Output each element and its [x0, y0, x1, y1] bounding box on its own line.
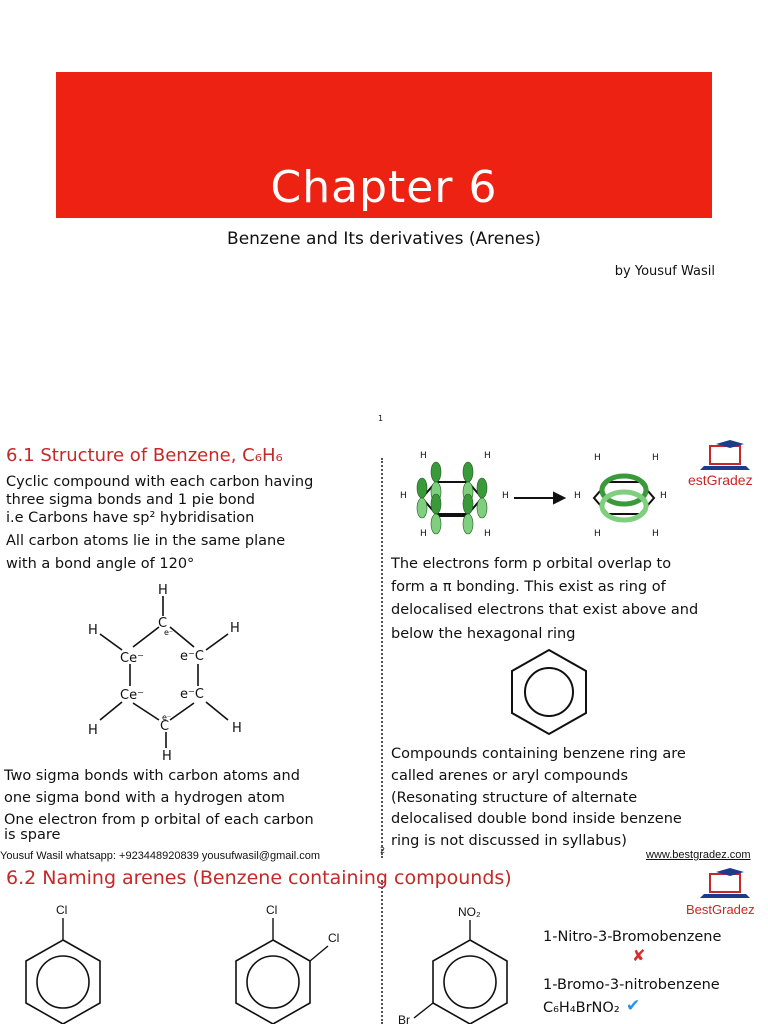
bonding-description: [4, 766, 374, 847]
chlorine-label: Cl: [328, 931, 340, 945]
hydrogen-label: H: [484, 451, 491, 461]
text-line: form a π bonding. This exist as ring of: [391, 579, 666, 596]
hydrogen-label: H: [158, 583, 168, 598]
carbon-label: C: [160, 719, 170, 734]
cross-icon: ✘: [632, 946, 646, 965]
dichlorobenzene-structure: [230, 900, 360, 1024]
carbon-label: C: [158, 616, 168, 631]
chapter-title: Chapter 6: [270, 162, 498, 213]
hydrogen-label: H: [400, 491, 407, 501]
title-slide: [0, 0, 768, 430]
text-line: called arenes or aryl compounds: [391, 767, 629, 784]
bromine-label: Br: [398, 1013, 410, 1024]
hydrogen-label: H: [502, 491, 509, 501]
p-orbital-overlap-diagram: [396, 446, 686, 546]
laptop-logo-icon: [688, 438, 766, 474]
text-line: ring is not discussed in syllabus): [391, 833, 627, 849]
text-line: with a bond angle of 120°: [6, 556, 195, 573]
section-heading-structure: 6.1 Structure of Benzene, C₆H₆: [6, 445, 283, 466]
laptop-logo-icon: [686, 866, 766, 902]
hydrogen-label: H: [230, 621, 240, 636]
text-line: below the hexagonal ring: [391, 625, 576, 642]
structure-description: [6, 472, 376, 575]
hydrogen-label: H: [594, 529, 601, 539]
page-number: 2: [380, 846, 386, 855]
molecular-formula: C₆H₄BrNO₂: [543, 1000, 620, 1016]
bestgradez-logo: [686, 866, 766, 922]
check-icon: ✔: [626, 996, 641, 1016]
carbon-label: Ce⁻: [120, 651, 144, 666]
column-divider: [381, 880, 383, 1024]
hydrogen-label: H: [420, 451, 427, 461]
text-line: three sigma bonds and 1 pie bond: [6, 492, 255, 509]
text-line: one sigma bond with a hydrogen atom: [4, 789, 285, 806]
column-divider: [380, 458, 386, 858]
text-line: Compounds containing benzene ring are: [391, 746, 686, 762]
hydrogen-label: H: [420, 529, 427, 539]
hydrogen-label: H: [574, 491, 581, 501]
hydrogen-label: H: [88, 623, 98, 638]
carbon-label: Ce⁻: [120, 688, 144, 703]
text-line: Cyclic compound with each carbon having: [6, 474, 314, 490]
electron-label: e⁻: [164, 628, 174, 637]
chlorine-label: Cl: [56, 903, 68, 917]
section-heading-naming: 6.2 Naming arenes (Benzene containing compounds): [6, 867, 512, 889]
footer-website-link[interactable]: www.bestgradez.com: [646, 849, 751, 861]
arenes-description: [391, 744, 766, 853]
hydrogen-label: H: [594, 453, 601, 463]
text-line: (Resonating structure of alternate: [391, 789, 638, 806]
chlorobenzene-structure: [20, 900, 140, 1024]
pi-bonding-description: [391, 553, 766, 646]
hydrogen-label: H: [484, 529, 491, 539]
benzene-electron-diagram: [80, 582, 250, 768]
text-line: is spare: [4, 827, 61, 844]
chlorine-label: Cl: [266, 903, 278, 917]
carbon-label: e⁻C: [180, 649, 204, 664]
hydrogen-label: H: [652, 529, 659, 539]
text-line: Two sigma bonds with carbon atoms and: [4, 768, 300, 784]
nitro-label: NO₂: [458, 905, 481, 919]
carbon-label: e⁻C: [180, 687, 204, 702]
bestgradez-logo: [688, 438, 766, 494]
logo-text: estGradez: [688, 472, 753, 488]
electron-label: e⁻: [162, 713, 172, 722]
hydrogen-label: H: [232, 721, 242, 736]
wrong-name: 1-Nitro-3-Bromobenzene: [543, 929, 722, 945]
correct-name: 1-Bromo-3-nitrobenzene: [543, 977, 720, 993]
hydrogen-label: H: [88, 723, 98, 738]
benzene-ring-structure: [504, 646, 594, 736]
text-line: One electron from p orbital of each carbon: [4, 811, 314, 828]
hydrogen-label: H: [162, 749, 172, 764]
text-line: delocalised double bond inside benzene: [391, 811, 682, 828]
footer-contact: Yousuf Wasil whatsapp: +923448920839 yousufwasil@gmail.com: [0, 850, 321, 862]
author-credit: by Yousuf Wasil: [614, 264, 715, 279]
chapter-subtitle: Benzene and Its derivatives (Arenes): [227, 229, 541, 249]
text-line: The electrons form p orbital overlap to: [391, 556, 672, 572]
page-number: 1: [378, 414, 384, 423]
text-line: All carbon atoms lie in the same plane: [6, 533, 286, 550]
bromonitrobenzene-structure: [392, 900, 522, 1024]
hydrogen-label: H: [660, 491, 667, 501]
logo-text: BestGradez: [686, 902, 755, 917]
text-line: i.e Carbons have sp² hybridisation: [6, 510, 255, 527]
hydrogen-label: H: [652, 453, 659, 463]
text-line: delocalised electrons that exist above and: [391, 602, 699, 619]
